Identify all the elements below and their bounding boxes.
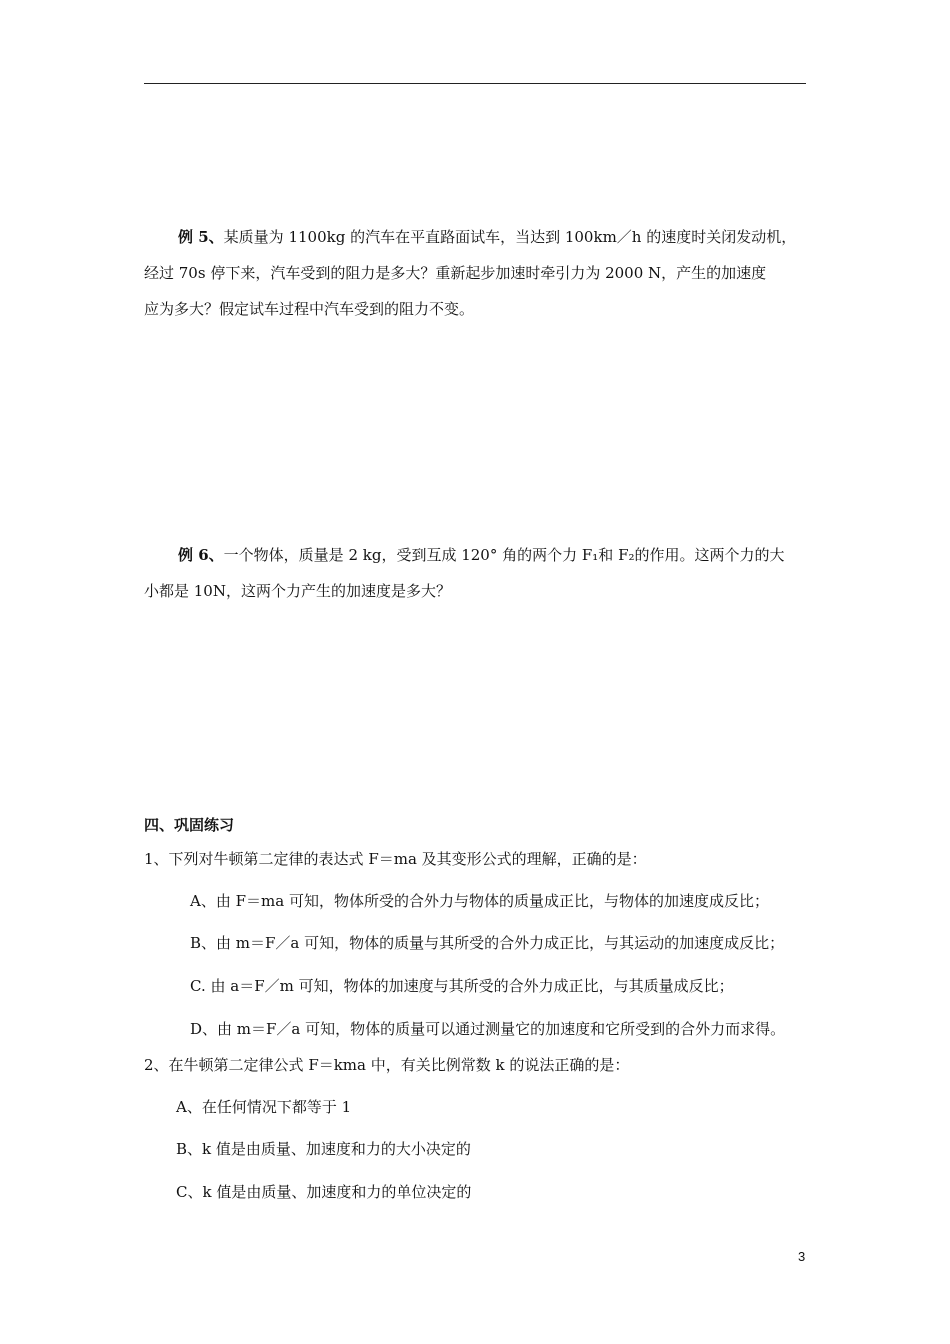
question-1-option-d: D、由 m＝F／a 可知，物体的质量可以通过测量它的加速度和它所受到的合外力而求得。 — [190, 1020, 786, 1038]
example-6-line-1 — [178, 544, 785, 566]
example-6-label: 例 6、 — [178, 546, 224, 564]
question-1-option-b: B、由 m＝F／a 可知，物体的质量与其所受的合外力成正比，与其运动的加速度成反比； — [190, 934, 785, 952]
example-5-line-1 — [178, 226, 796, 248]
section-4-title: 四、巩固练习 — [144, 816, 235, 834]
example-6-text-1: 一个物体，质量是 2 kg，受到互成 120° 角的两个力 F₁和 F₂的作用。这两个力的大 — [223, 546, 785, 564]
page-number: 3 — [798, 1249, 806, 1264]
question-2-option-b: B、k 值是由质量、加速度和力的大小决定的 — [176, 1140, 471, 1158]
question-2-stem: 2、在牛顿第二定律公式 F＝kma 中，有关比例常数 k 的说法正确的是： — [144, 1056, 630, 1074]
example-6-line-2: 小都是 10N，这两个力产生的加速度是多大？ — [144, 582, 451, 600]
question-1-stem: 1、下列对牛顿第二定律的表达式 F＝ma 及其变形公式的理解，正确的是： — [144, 850, 647, 868]
question-1-option-c: C. 由 a＝F／m 可知，物体的加速度与其所受的合外力成正比，与其质量成反比； — [190, 977, 734, 995]
question-2-option-c: C、k 值是由质量、加速度和力的单位决定的 — [176, 1183, 472, 1201]
example-5-label: 例 5、 — [178, 228, 224, 246]
example-5-text-1: 某质量为 1100kg 的汽车在平直路面试车，当达到 100km／h 的速度时关闭发动机， — [223, 228, 797, 246]
example-5-line-3: 应为多大？假定试车过程中汽车受到的阻力不变。 — [144, 300, 475, 318]
question-2-option-a: A、在任何情况下都等于 1 — [176, 1098, 352, 1116]
header-rule — [144, 83, 806, 84]
example-5-line-2: 经过 70s 停下来，汽车受到的阻力是多大？重新起步加速时牵引力为 2000 N，产生的加速度 — [144, 264, 767, 282]
question-1-option-a: A、由 F＝ma 可知，物体所受的合外力与物体的质量成正比，与物体的加速度成反比； — [190, 892, 769, 910]
